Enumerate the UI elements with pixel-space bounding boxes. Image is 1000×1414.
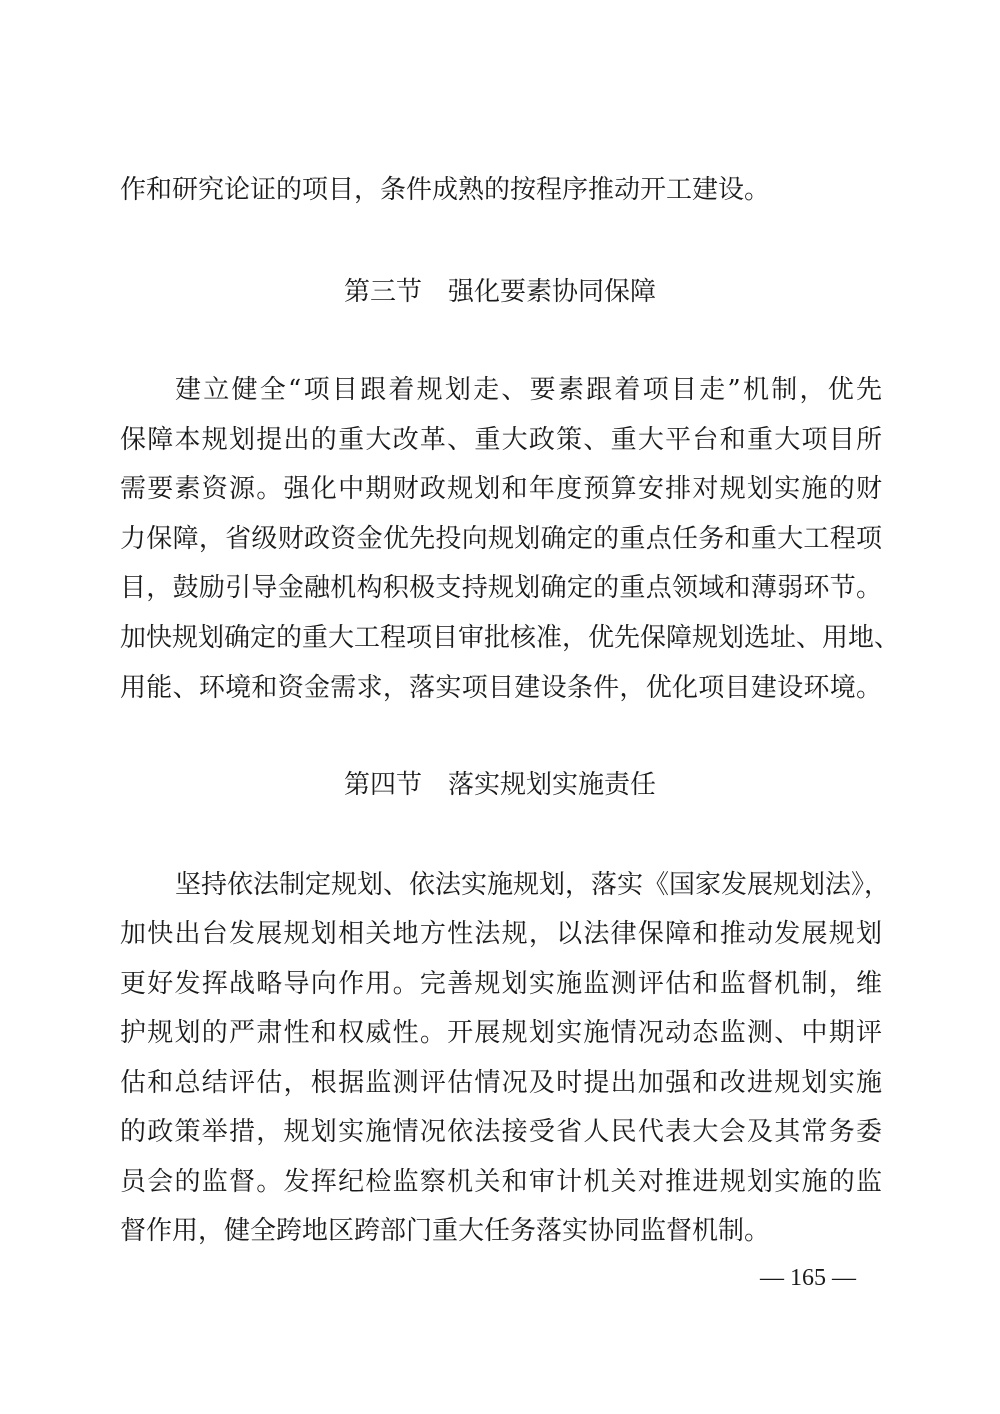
paragraph-line: 护规划的严肃性和权威性。开展规划实施情况动态监测、中期评 <box>120 1018 882 1048</box>
paragraph-line: 加快出台发展规划相关地方性法规，以法律保障和推动发展规划 <box>120 919 882 949</box>
page-number: — 165 — <box>760 1265 856 1291</box>
paragraph-line: 更好发挥战略导向作用。完善规划实施监测评估和监督机制，维 <box>120 969 882 999</box>
paragraph-line: 用能、环境和资金需求，落实项目建设条件，优化项目建设环境。 <box>120 673 882 703</box>
section-number: 第三节 <box>343 277 422 307</box>
paragraph-line: 坚持依法制定规划、依法实施规划，落实《国家发展规划法》， <box>175 870 891 900</box>
paragraph-line: 建立健全“项目跟着规划走、要素跟着项目走”机制，优先 <box>175 375 882 405</box>
paragraph-line: 力保障，省级财政资金优先投向规划确定的重点任务和重大工程项 <box>120 524 882 554</box>
section-number: 第四节 <box>343 770 422 800</box>
paragraph-line: 目，鼓励引导金融机构积极支持规划确定的重点领域和薄弱环节。 <box>120 573 882 603</box>
paragraph-line: 加快规划确定的重大工程项目审批核准，优先保障规划选址、用地、 <box>120 623 901 653</box>
section-heading-3 <box>0 274 1000 310</box>
section-title: 强化要素协同保障 <box>448 277 657 307</box>
paragraph-line: 员会的监督。发挥纪检监察机关和审计机关对推进规划实施的监 <box>120 1167 882 1197</box>
paragraph-line: 的政策举措，规划实施情况依法接受省人民代表大会及其常务委 <box>120 1117 882 1147</box>
paragraph-line: 督作用，健全跨地区跨部门重大任务落实协同监督机制。 <box>120 1216 771 1246</box>
section-title: 落实规划实施责任 <box>448 770 657 800</box>
paragraph-line: 估和总结评估，根据监测评估情况及时提出加强和改进规划实施 <box>120 1068 882 1098</box>
paragraph-line: 作和研究论证的项目，条件成熟的按程序推动开工建设。 <box>120 175 771 205</box>
section-heading-4 <box>0 767 1000 803</box>
paragraph-line: 保障本规划提出的重大改革、重大政策、重大平台和重大项目所 <box>120 425 882 455</box>
paragraph-line: 需要素资源。强化中期财政规划和年度预算安排对规划实施的财 <box>120 474 882 504</box>
